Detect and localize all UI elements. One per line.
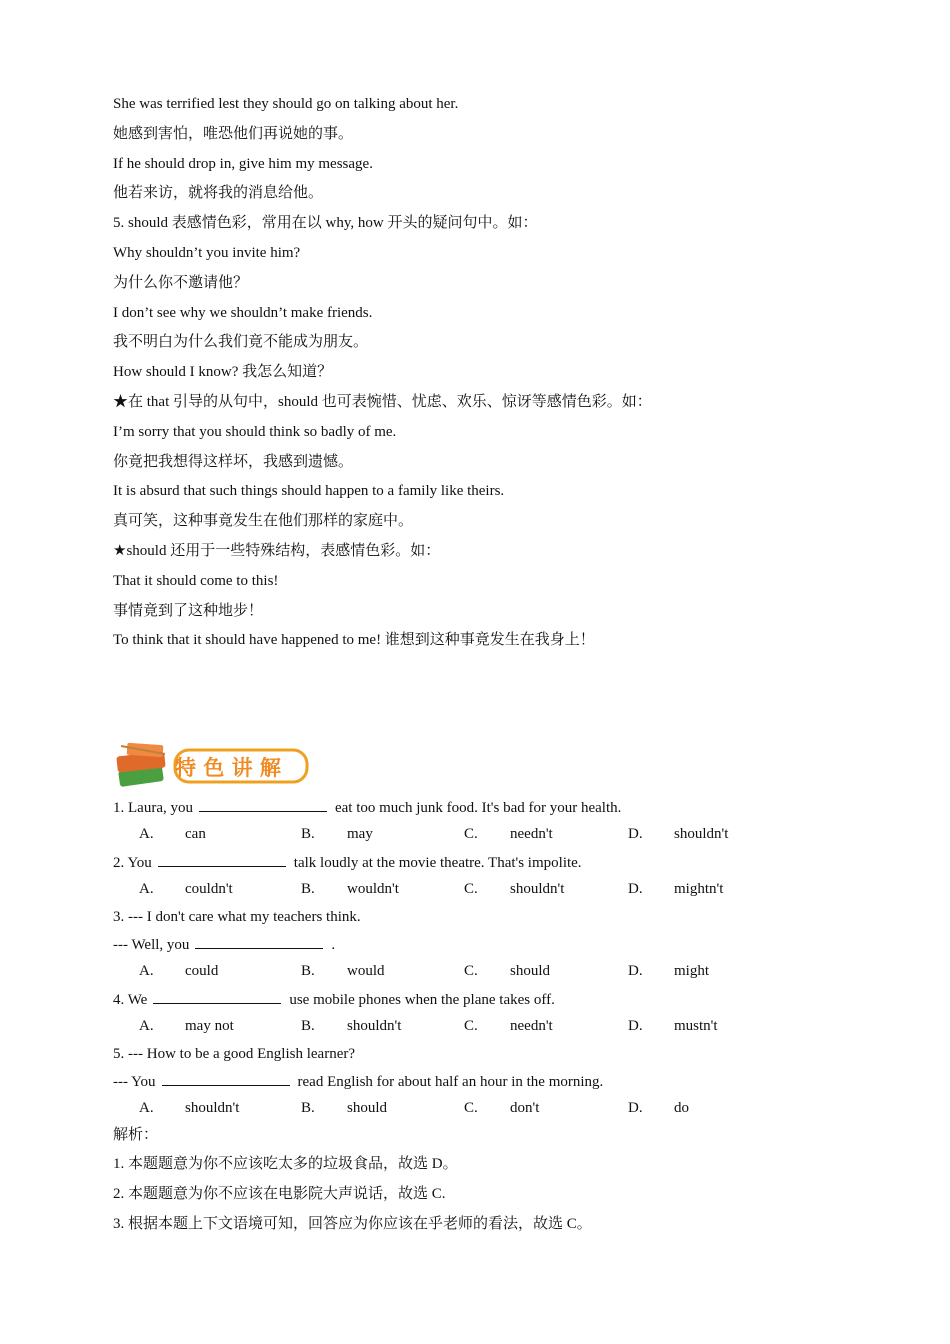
note-line: She was terrified lest they should go on talking about her.: [113, 96, 459, 112]
option-letter: C.: [464, 1018, 478, 1035]
note-line: 为什么你不邀请他？: [113, 274, 249, 291]
option-letter: B.: [301, 963, 315, 980]
note-line: That it should come to this!: [113, 572, 279, 589]
answer-blank: [199, 797, 327, 812]
note-line: 他若来访，就将我的消息给他。: [113, 185, 324, 202]
answer-blank: [195, 934, 323, 949]
feature-banner: [113, 742, 313, 792]
note-line: 5. should 表感情色彩，常用在以 why, how 开头的疑问句中。如：: [113, 215, 538, 232]
option-text: should: [510, 963, 551, 980]
question-text: use mobile phones when the plane takes off.: [289, 991, 555, 1008]
option-text: should: [347, 1100, 388, 1117]
option-letter: B.: [301, 1018, 315, 1035]
question-text: 4. We: [113, 991, 148, 1008]
question-line: [113, 1071, 603, 1092]
option-text: shouldn't: [510, 881, 565, 898]
note-line: ★在 that 引导的从句中，should 也可表惋惜、忧虑、欢乐、惊讶等感情色彩。如：: [113, 394, 652, 410]
analysis-item: 2. 本题题意为你不应该在电影院大声说话，故选 C.: [113, 1186, 446, 1202]
banner-title: 特 色 讲 解: [175, 756, 281, 780]
question-prompt: 5. --- How to be a good English learner?: [113, 1045, 356, 1062]
option-letter: D.: [628, 1100, 643, 1117]
option-text: mightn't: [674, 881, 724, 898]
note-line: I don’t see why we shouldn’t make friends.: [113, 304, 373, 321]
option-text: would: [347, 963, 385, 980]
note-line: It is absurd that such things should happen to a family like theirs.: [113, 483, 505, 500]
option-text: wouldn't: [347, 881, 399, 898]
question-text: --- Well, you: [113, 937, 190, 953]
question-text: eat too much junk food. It's bad for your health.: [334, 800, 622, 816]
note-line: ★should 还用于一些特殊结构，表感情色彩。如：: [113, 543, 441, 559]
note-line: 事情竟到了这种地步！: [113, 602, 264, 619]
option-text: shouldn't: [185, 1100, 240, 1117]
question-text: talk loudly at the movie theatre. That's impolite.: [293, 854, 582, 871]
question-line: [113, 797, 621, 818]
answer-blank: [162, 1071, 290, 1086]
question-text: --- You: [113, 1074, 156, 1090]
question-prompt: 3. --- I don't care what my teachers think.: [113, 908, 361, 925]
option-letter: B.: [301, 1100, 315, 1117]
option-letter: A.: [139, 963, 154, 980]
option-text: shouldn't: [347, 1018, 402, 1035]
option-letter: A.: [139, 826, 154, 843]
analysis-item: 3. 根据本题上下文语境可知，回答应为你应该在乎老师的看法，故选 C。: [113, 1216, 592, 1232]
question-text: .: [331, 937, 336, 953]
option-text: mustn't: [674, 1018, 718, 1035]
option-text: needn't: [510, 826, 553, 843]
option-text: might: [674, 963, 710, 980]
note-line: Why shouldn’t you invite him?: [113, 245, 301, 261]
option-letter: D.: [628, 1018, 643, 1035]
question-text: 1. Laura, you: [113, 800, 193, 816]
option-text: shouldn't: [674, 826, 729, 843]
option-letter: C.: [464, 1100, 478, 1117]
option-letter: C.: [464, 881, 478, 898]
option-letter: D.: [628, 826, 643, 843]
option-text: may: [347, 826, 373, 843]
option-text: could: [185, 963, 219, 980]
option-letter: C.: [464, 963, 478, 980]
option-text: don't: [510, 1100, 540, 1117]
note-line: How should I know? 我怎么知道？: [113, 364, 333, 381]
note-line: To think that it should have happened to me! 谁想到这种事竟发生在我身上！: [113, 632, 595, 649]
note-line: 真可笑，这种事竟发生在他们那样的家庭中。: [113, 513, 414, 530]
question-line: [113, 934, 335, 955]
option-letter: A.: [139, 1100, 154, 1117]
note-line: If he should drop in, give him my message.: [113, 155, 373, 172]
question-line: [113, 852, 582, 873]
note-line: 她感到害怕，唯恐他们再说她的事。: [113, 125, 354, 142]
option-letter: D.: [628, 881, 643, 898]
option-text: do: [674, 1100, 689, 1117]
note-line: I’m sorry that you should think so badly of me.: [113, 423, 397, 440]
option-letter: C.: [464, 826, 478, 843]
option-text: may not: [185, 1018, 234, 1035]
option-letter: A.: [139, 881, 154, 898]
option-letter: A.: [139, 1018, 154, 1035]
option-letter: D.: [628, 963, 643, 980]
answer-blank: [153, 989, 281, 1004]
question-line: [113, 989, 555, 1010]
option-text: needn't: [510, 1018, 553, 1035]
analysis-heading: 解析：: [113, 1127, 159, 1143]
analysis-item: 1. 本题题意为你不应该吃太多的垃圾食品，故选 D。: [113, 1156, 458, 1172]
question-text: read English for about half an hour in the morning.: [297, 1074, 604, 1090]
option-text: can: [185, 826, 206, 843]
option-letter: B.: [301, 881, 315, 898]
note-line: 你竟把我想得这样坏，我感到遗憾。: [113, 453, 354, 470]
note-line: 我不明白为什么我们竟不能成为朋友。: [113, 334, 369, 351]
option-text: couldn't: [185, 881, 233, 898]
answer-blank: [158, 852, 286, 867]
option-letter: B.: [301, 826, 315, 843]
question-text: 2. You: [113, 854, 152, 871]
